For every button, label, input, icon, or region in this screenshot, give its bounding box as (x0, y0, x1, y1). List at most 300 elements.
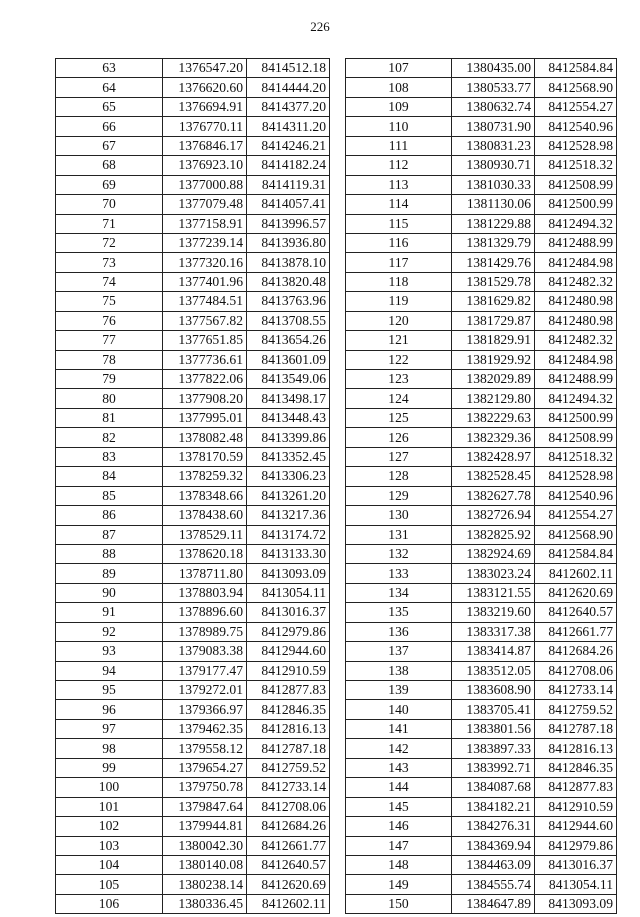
point-number-cell: 66 (56, 117, 163, 136)
x-coordinate-cell: 1382726.94 (452, 506, 535, 525)
point-number-cell: 127 (346, 447, 452, 466)
y-coordinate-cell: 8412568.90 (535, 78, 617, 97)
coordinates-table-left-body (56, 59, 330, 914)
point-number-cell: 73 (56, 253, 163, 272)
point-number-cell: 147 (346, 836, 452, 855)
table-row (346, 272, 617, 291)
y-coordinate-cell: 8412584.84 (535, 544, 617, 563)
table-row (56, 214, 330, 233)
point-number-cell: 121 (346, 331, 452, 350)
coordinates-table-right (345, 58, 617, 914)
y-coordinate-cell: 8412494.32 (535, 214, 617, 233)
point-number-cell: 118 (346, 272, 452, 291)
y-coordinate-cell: 8412528.98 (535, 467, 617, 486)
table-row (346, 175, 617, 194)
y-coordinate-cell: 8412488.99 (535, 233, 617, 252)
y-coordinate-cell: 8412877.83 (247, 681, 330, 700)
table-row (56, 603, 330, 622)
x-coordinate-cell: 1379847.64 (163, 797, 247, 816)
y-coordinate-cell: 8412684.26 (247, 817, 330, 836)
x-coordinate-cell: 1378896.60 (163, 603, 247, 622)
y-coordinate-cell: 8412787.18 (247, 739, 330, 758)
y-coordinate-cell: 8412500.99 (535, 195, 617, 214)
point-number-cell: 96 (56, 700, 163, 719)
y-coordinate-cell: 8412640.57 (535, 603, 617, 622)
x-coordinate-cell: 1383992.71 (452, 758, 535, 777)
table-row (56, 778, 330, 797)
y-coordinate-cell: 8413093.09 (535, 894, 617, 913)
point-number-cell: 86 (56, 506, 163, 525)
point-number-cell: 123 (346, 370, 452, 389)
x-coordinate-cell: 1383897.33 (452, 739, 535, 758)
y-coordinate-cell: 8412944.60 (535, 817, 617, 836)
table-row (346, 311, 617, 330)
table-row (56, 78, 330, 97)
point-number-cell: 80 (56, 389, 163, 408)
x-coordinate-cell: 1383608.90 (452, 681, 535, 700)
table-row (346, 797, 617, 816)
x-coordinate-cell: 1376923.10 (163, 156, 247, 175)
point-number-cell: 69 (56, 175, 163, 194)
table-row (56, 622, 330, 641)
x-coordinate-cell: 1379654.27 (163, 758, 247, 777)
x-coordinate-cell: 1382825.92 (452, 525, 535, 544)
point-number-cell: 142 (346, 739, 452, 758)
x-coordinate-cell: 1379944.81 (163, 817, 247, 836)
point-number-cell: 143 (346, 758, 452, 777)
point-number-cell: 100 (56, 778, 163, 797)
point-number-cell: 76 (56, 311, 163, 330)
y-coordinate-cell: 8412484.98 (535, 253, 617, 272)
x-coordinate-cell: 1382627.78 (452, 486, 535, 505)
point-number-cell: 68 (56, 156, 163, 175)
table-row (346, 136, 617, 155)
table-row (56, 195, 330, 214)
table-row (346, 59, 617, 78)
y-coordinate-cell: 8413054.11 (247, 583, 330, 602)
x-coordinate-cell: 1381929.92 (452, 350, 535, 369)
table-row (56, 97, 330, 116)
y-coordinate-cell: 8412816.13 (535, 739, 617, 758)
point-number-cell: 78 (56, 350, 163, 369)
y-coordinate-cell: 8412910.59 (247, 661, 330, 680)
point-number-cell: 71 (56, 214, 163, 233)
y-coordinate-cell: 8414182.24 (247, 156, 330, 175)
y-coordinate-cell: 8412846.35 (247, 700, 330, 719)
point-number-cell: 145 (346, 797, 452, 816)
point-number-cell: 70 (56, 195, 163, 214)
point-number-cell: 134 (346, 583, 452, 602)
y-coordinate-cell: 8412508.99 (535, 175, 617, 194)
y-coordinate-cell: 8413996.57 (247, 214, 330, 233)
x-coordinate-cell: 1380831.23 (452, 136, 535, 155)
x-coordinate-cell: 1384369.94 (452, 836, 535, 855)
x-coordinate-cell: 1382428.97 (452, 447, 535, 466)
x-coordinate-cell: 1382329.36 (452, 428, 535, 447)
y-coordinate-cell: 8412661.77 (247, 836, 330, 855)
x-coordinate-cell: 1377995.01 (163, 408, 247, 427)
point-number-cell: 72 (56, 233, 163, 252)
x-coordinate-cell: 1383705.41 (452, 700, 535, 719)
y-coordinate-cell: 8412518.32 (535, 447, 617, 466)
point-number-cell: 82 (56, 428, 163, 447)
x-coordinate-cell: 1382029.89 (452, 370, 535, 389)
y-coordinate-cell: 8412816.13 (247, 719, 330, 738)
table-row (56, 875, 330, 894)
table-row (346, 331, 617, 350)
y-coordinate-cell: 8412518.32 (535, 156, 617, 175)
x-coordinate-cell: 1383317.38 (452, 622, 535, 641)
y-coordinate-cell: 8414311.20 (247, 117, 330, 136)
y-coordinate-cell: 8412482.32 (535, 331, 617, 350)
y-coordinate-cell: 8414377.20 (247, 97, 330, 116)
x-coordinate-cell: 1383801.56 (452, 719, 535, 738)
x-coordinate-cell: 1381030.33 (452, 175, 535, 194)
y-coordinate-cell: 8414246.21 (247, 136, 330, 155)
table-row (56, 117, 330, 136)
y-coordinate-cell: 8412846.35 (535, 758, 617, 777)
x-coordinate-cell: 1377822.06 (163, 370, 247, 389)
table-row (346, 564, 617, 583)
x-coordinate-cell: 1381130.06 (452, 195, 535, 214)
x-coordinate-cell: 1383512.05 (452, 661, 535, 680)
table-row (56, 292, 330, 311)
point-number-cell: 116 (346, 233, 452, 252)
x-coordinate-cell: 1380435.00 (452, 59, 535, 78)
y-coordinate-cell: 8413352.45 (247, 447, 330, 466)
table-row (346, 117, 617, 136)
table-row (346, 214, 617, 233)
table-row (56, 855, 330, 874)
x-coordinate-cell: 1379750.78 (163, 778, 247, 797)
y-coordinate-cell: 8413093.09 (247, 564, 330, 583)
x-coordinate-cell: 1378711.80 (163, 564, 247, 583)
point-number-cell: 149 (346, 875, 452, 894)
table-row (346, 642, 617, 661)
y-coordinate-cell: 8413016.37 (535, 855, 617, 874)
x-coordinate-cell: 1380140.08 (163, 855, 247, 874)
point-number-cell: 87 (56, 525, 163, 544)
x-coordinate-cell: 1384087.68 (452, 778, 535, 797)
point-number-cell: 150 (346, 894, 452, 913)
table-row (56, 272, 330, 291)
table-row (346, 156, 617, 175)
point-number-cell: 129 (346, 486, 452, 505)
point-number-cell: 67 (56, 136, 163, 155)
x-coordinate-cell: 1380930.71 (452, 156, 535, 175)
y-coordinate-cell: 8412540.96 (535, 486, 617, 505)
table-row (346, 622, 617, 641)
x-coordinate-cell: 1377736.61 (163, 350, 247, 369)
table-row (346, 681, 617, 700)
table-row (56, 486, 330, 505)
x-coordinate-cell: 1379366.97 (163, 700, 247, 719)
x-coordinate-cell: 1382924.69 (452, 544, 535, 563)
y-coordinate-cell: 8413261.20 (247, 486, 330, 505)
x-coordinate-cell: 1381429.76 (452, 253, 535, 272)
point-number-cell: 74 (56, 272, 163, 291)
y-coordinate-cell: 8412787.18 (535, 719, 617, 738)
table-row (56, 59, 330, 78)
table-row (346, 836, 617, 855)
x-coordinate-cell: 1376620.60 (163, 78, 247, 97)
x-coordinate-cell: 1381229.88 (452, 214, 535, 233)
y-coordinate-cell: 8412584.84 (535, 59, 617, 78)
y-coordinate-cell: 8412708.06 (535, 661, 617, 680)
table-row (56, 739, 330, 758)
y-coordinate-cell: 8413654.26 (247, 331, 330, 350)
point-number-cell: 101 (56, 797, 163, 816)
table-row (56, 681, 330, 700)
x-coordinate-cell: 1381829.91 (452, 331, 535, 350)
y-coordinate-cell: 8412568.90 (535, 525, 617, 544)
point-number-cell: 75 (56, 292, 163, 311)
point-number-cell: 133 (346, 564, 452, 583)
point-number-cell: 97 (56, 719, 163, 738)
point-number-cell: 88 (56, 544, 163, 563)
x-coordinate-cell: 1378529.11 (163, 525, 247, 544)
point-number-cell: 99 (56, 758, 163, 777)
x-coordinate-cell: 1376694.91 (163, 97, 247, 116)
point-number-cell: 130 (346, 506, 452, 525)
x-coordinate-cell: 1377484.51 (163, 292, 247, 311)
x-coordinate-cell: 1377651.85 (163, 331, 247, 350)
point-number-cell: 128 (346, 467, 452, 486)
x-coordinate-cell: 1376846.17 (163, 136, 247, 155)
point-number-cell: 132 (346, 544, 452, 563)
table-row (346, 253, 617, 272)
point-number-cell: 103 (56, 836, 163, 855)
table-row (56, 428, 330, 447)
y-coordinate-cell: 8413399.86 (247, 428, 330, 447)
point-number-cell: 114 (346, 195, 452, 214)
x-coordinate-cell: 1379083.38 (163, 642, 247, 661)
y-coordinate-cell: 8412733.14 (535, 681, 617, 700)
y-coordinate-cell: 8412877.83 (535, 778, 617, 797)
x-coordinate-cell: 1377320.16 (163, 253, 247, 272)
table-row (56, 331, 330, 350)
y-coordinate-cell: 8412661.77 (535, 622, 617, 641)
point-number-cell: 144 (346, 778, 452, 797)
table-row (56, 564, 330, 583)
x-coordinate-cell: 1380042.30 (163, 836, 247, 855)
x-coordinate-cell: 1384463.09 (452, 855, 535, 874)
table-row (346, 875, 617, 894)
point-number-cell: 148 (346, 855, 452, 874)
table-row (56, 156, 330, 175)
table-row (346, 292, 617, 311)
y-coordinate-cell: 8412759.52 (247, 758, 330, 777)
table-row (56, 467, 330, 486)
table-row (346, 719, 617, 738)
y-coordinate-cell: 8412528.98 (535, 136, 617, 155)
x-coordinate-cell: 1384182.21 (452, 797, 535, 816)
point-number-cell: 135 (346, 603, 452, 622)
y-coordinate-cell: 8414057.41 (247, 195, 330, 214)
point-number-cell: 65 (56, 97, 163, 116)
x-coordinate-cell: 1379558.12 (163, 739, 247, 758)
x-coordinate-cell: 1377567.82 (163, 311, 247, 330)
y-coordinate-cell: 8412620.69 (247, 875, 330, 894)
y-coordinate-cell: 8412979.86 (247, 622, 330, 641)
table-row (56, 253, 330, 272)
x-coordinate-cell: 1382229.63 (452, 408, 535, 427)
point-number-cell: 84 (56, 467, 163, 486)
table-row (56, 894, 330, 913)
point-number-cell: 120 (346, 311, 452, 330)
point-number-cell: 91 (56, 603, 163, 622)
x-coordinate-cell: 1380336.45 (163, 894, 247, 913)
point-number-cell: 126 (346, 428, 452, 447)
table-row (56, 525, 330, 544)
x-coordinate-cell: 1377000.88 (163, 175, 247, 194)
x-coordinate-cell: 1382129.80 (452, 389, 535, 408)
point-number-cell: 146 (346, 817, 452, 836)
table-row (346, 544, 617, 563)
x-coordinate-cell: 1378620.18 (163, 544, 247, 563)
table-row (346, 700, 617, 719)
y-coordinate-cell: 8412620.69 (535, 583, 617, 602)
point-number-cell: 90 (56, 583, 163, 602)
point-number-cell: 81 (56, 408, 163, 427)
table-row (56, 370, 330, 389)
y-coordinate-cell: 8413448.43 (247, 408, 330, 427)
x-coordinate-cell: 1381329.79 (452, 233, 535, 252)
y-coordinate-cell: 8412482.32 (535, 272, 617, 291)
y-coordinate-cell: 8412554.27 (535, 506, 617, 525)
table-row (346, 758, 617, 777)
point-number-cell: 92 (56, 622, 163, 641)
x-coordinate-cell: 1383219.60 (452, 603, 535, 622)
table-row (346, 428, 617, 447)
point-number-cell: 102 (56, 817, 163, 836)
point-number-cell: 139 (346, 681, 452, 700)
y-coordinate-cell: 8413763.96 (247, 292, 330, 311)
table-row (346, 486, 617, 505)
x-coordinate-cell: 1381729.87 (452, 311, 535, 330)
x-coordinate-cell: 1378259.32 (163, 467, 247, 486)
y-coordinate-cell: 8413054.11 (535, 875, 617, 894)
table-row (56, 817, 330, 836)
x-coordinate-cell: 1380731.90 (452, 117, 535, 136)
point-number-cell: 106 (56, 894, 163, 913)
y-coordinate-cell: 8413936.80 (247, 233, 330, 252)
y-coordinate-cell: 8412480.98 (535, 311, 617, 330)
x-coordinate-cell: 1376770.11 (163, 117, 247, 136)
table-row (346, 467, 617, 486)
point-number-cell: 89 (56, 564, 163, 583)
x-coordinate-cell: 1377908.20 (163, 389, 247, 408)
table-row (56, 797, 330, 816)
point-number-cell: 122 (346, 350, 452, 369)
x-coordinate-cell: 1378170.59 (163, 447, 247, 466)
point-number-cell: 77 (56, 331, 163, 350)
y-coordinate-cell: 8413549.06 (247, 370, 330, 389)
y-coordinate-cell: 8412910.59 (535, 797, 617, 816)
point-number-cell: 136 (346, 622, 452, 641)
table-row (346, 661, 617, 680)
table-row (346, 603, 617, 622)
y-coordinate-cell: 8413820.48 (247, 272, 330, 291)
point-number-cell: 83 (56, 447, 163, 466)
point-number-cell: 109 (346, 97, 452, 116)
point-number-cell: 79 (56, 370, 163, 389)
point-number-cell: 124 (346, 389, 452, 408)
y-coordinate-cell: 8413306.23 (247, 467, 330, 486)
table-row (56, 408, 330, 427)
x-coordinate-cell: 1383414.87 (452, 642, 535, 661)
x-coordinate-cell: 1376547.20 (163, 59, 247, 78)
x-coordinate-cell: 1379462.35 (163, 719, 247, 738)
point-number-cell: 63 (56, 59, 163, 78)
point-number-cell: 94 (56, 661, 163, 680)
point-number-cell: 110 (346, 117, 452, 136)
y-coordinate-cell: 8412494.32 (535, 389, 617, 408)
x-coordinate-cell: 1378082.48 (163, 428, 247, 447)
table-row (346, 233, 617, 252)
y-coordinate-cell: 8413217.36 (247, 506, 330, 525)
table-row (56, 758, 330, 777)
x-coordinate-cell: 1378348.66 (163, 486, 247, 505)
y-coordinate-cell: 8412979.86 (535, 836, 617, 855)
point-number-cell: 112 (346, 156, 452, 175)
table-row (346, 195, 617, 214)
y-coordinate-cell: 8414512.18 (247, 59, 330, 78)
y-coordinate-cell: 8413878.10 (247, 253, 330, 272)
y-coordinate-cell: 8412602.11 (535, 564, 617, 583)
x-coordinate-cell: 1378989.75 (163, 622, 247, 641)
y-coordinate-cell: 8412540.96 (535, 117, 617, 136)
x-coordinate-cell: 1377079.48 (163, 195, 247, 214)
y-coordinate-cell: 8412944.60 (247, 642, 330, 661)
table-row (346, 389, 617, 408)
table-row (56, 836, 330, 855)
coordinates-table-right-body (346, 59, 617, 914)
table-row (346, 78, 617, 97)
point-number-cell: 64 (56, 78, 163, 97)
table-row (56, 233, 330, 252)
y-coordinate-cell: 8412640.57 (247, 855, 330, 874)
table-row (56, 175, 330, 194)
x-coordinate-cell: 1377239.14 (163, 233, 247, 252)
x-coordinate-cell: 1384647.89 (452, 894, 535, 913)
page-number: 226 (310, 19, 330, 34)
table-row (56, 311, 330, 330)
x-coordinate-cell: 1379177.47 (163, 661, 247, 680)
y-coordinate-cell: 8413174.72 (247, 525, 330, 544)
y-coordinate-cell: 8412554.27 (535, 97, 617, 116)
point-number-cell: 138 (346, 661, 452, 680)
table-row (56, 583, 330, 602)
point-number-cell: 115 (346, 214, 452, 233)
y-coordinate-cell: 8412602.11 (247, 894, 330, 913)
x-coordinate-cell: 1381629.82 (452, 292, 535, 311)
y-coordinate-cell: 8412480.98 (535, 292, 617, 311)
table-row (56, 661, 330, 680)
point-number-cell: 95 (56, 681, 163, 700)
table-row (346, 739, 617, 758)
y-coordinate-cell: 8412684.26 (535, 642, 617, 661)
x-coordinate-cell: 1384555.74 (452, 875, 535, 894)
table-row (346, 370, 617, 389)
point-number-cell: 117 (346, 253, 452, 272)
point-number-cell: 125 (346, 408, 452, 427)
point-number-cell: 104 (56, 855, 163, 874)
y-coordinate-cell: 8412708.06 (247, 797, 330, 816)
y-coordinate-cell: 8413708.55 (247, 311, 330, 330)
y-coordinate-cell: 8413498.17 (247, 389, 330, 408)
table-row (56, 447, 330, 466)
